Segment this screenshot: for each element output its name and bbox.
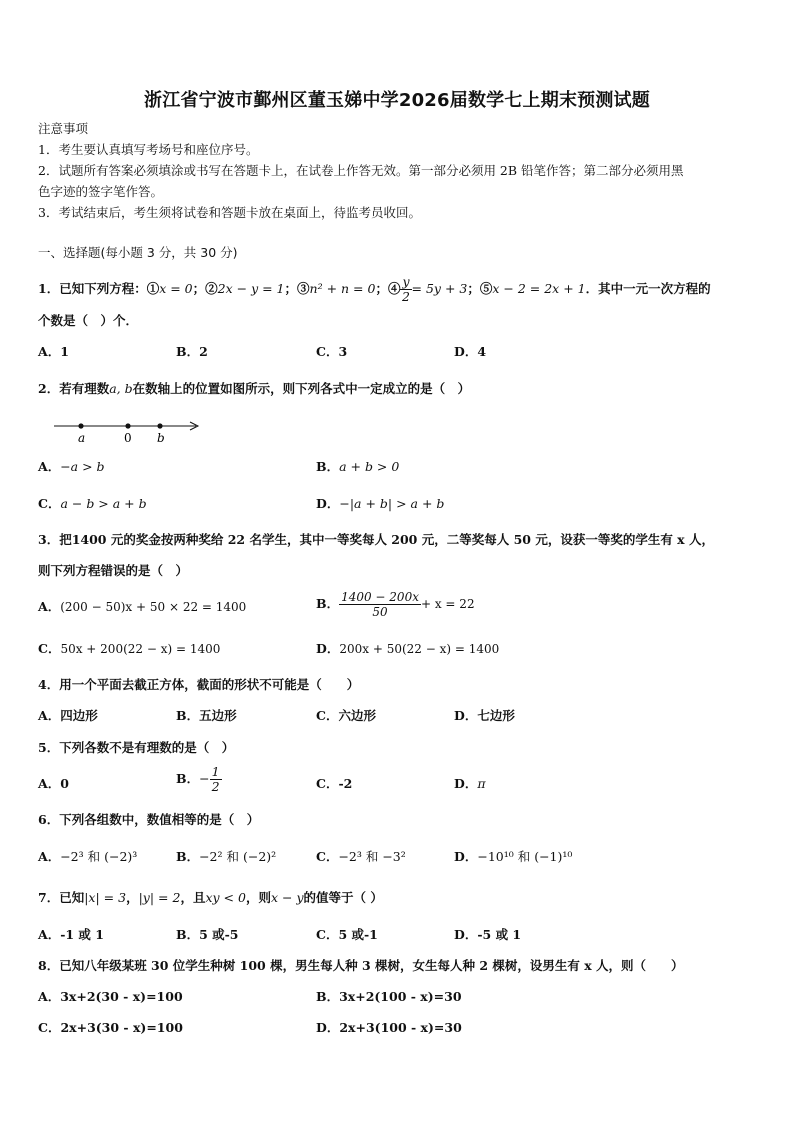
question-1-stem-cont: 个数是（ ）个． — [38, 313, 139, 328]
section-heading: 一、选择题(每小题 3 分，共 30 分) — [38, 245, 238, 260]
option-d: D．七边形 — [454, 708, 515, 723]
question-4-stem: 4．用一个平面去截正方体，截面的形状不可能是（ ） — [38, 677, 360, 692]
option-a: A．0 — [38, 776, 69, 791]
option-a: A．四边形 — [38, 708, 98, 723]
option-c: C．2x+3(30 - x)=100 — [38, 1020, 183, 1035]
question-7-stem: 7．已知|x| = 3，|y| = 2，且xy < 0，则x − y的值等于（ ） — [38, 890, 383, 905]
option-b: B．3x+2(100 - x)=30 — [316, 989, 462, 1004]
label-a: a — [78, 431, 86, 445]
page-title: 浙江省宁波市鄞州区董玉娣中学2026届数学七上期末预测试题 — [144, 90, 650, 111]
option-c: C．a − b > a + b — [38, 496, 147, 511]
option-c: C．六边形 — [316, 708, 376, 723]
note-item: 色字迹的签字笔作答。 — [38, 184, 164, 199]
option-d: D．−10¹⁰ 和 (−1)¹⁰ — [454, 849, 573, 864]
option-c: C．5 或-1 — [316, 927, 378, 942]
label-b: b — [157, 431, 165, 445]
question-5-stem: 5．下列各数不是有理数的是（ ） — [38, 740, 235, 755]
option-b: B．− $\frac{1}{2}$ — [176, 764, 220, 794]
option-a: A．(200 − 50)x + 50 × 22 = 1400 — [38, 599, 247, 614]
point-a — [78, 423, 83, 428]
question-1-stem: 1．已知下列方程：①x = 0；②2x − y = 1；③n² + n = 0；④ $\frac{y}{2}$ = 5y + 3；⑤x − 2 = 2x + 1．其中一元一次方程的 — [38, 274, 711, 304]
option-c: C．3 — [316, 344, 348, 359]
note-item: 1．考生要认真填写考场号和座位序号。 — [38, 142, 259, 157]
option-a: A．3x+2(30 - x)=100 — [38, 989, 183, 1004]
question-3-stem-cont: 则下列方程错误的是（ ） — [38, 563, 189, 578]
option-d: D．4 — [454, 344, 487, 359]
option-a: A．−2³ 和 (−2)³ — [38, 849, 138, 864]
point-b — [157, 423, 162, 428]
fraction: $\frac{1400 - 200x}{50}$ — [341, 590, 419, 619]
label-zero: 0 — [124, 431, 132, 445]
option-d: D．π — [454, 776, 486, 791]
option-d: D．-5 或 1 — [454, 927, 522, 942]
option-c: C．50x + 200(22 − x) = 1400 — [38, 641, 221, 656]
option-b: B．−2² 和 (−2)² — [176, 849, 277, 864]
point-zero — [125, 423, 130, 428]
option-a: A．1 — [38, 344, 69, 359]
option-b: B．a + b > 0 — [316, 459, 400, 474]
option-d: D．2x+3(100 - x)=30 — [316, 1020, 462, 1035]
option-c: C．−2³ 和 −3² — [316, 849, 406, 864]
option-b: B．5 或-5 — [176, 927, 239, 942]
option-d: D．200x + 50(22 − x) = 1400 — [316, 641, 500, 656]
question-2-stem: 2．若有理数a, b在数轴上的位置如图所示，则下列各式中一定成立的是（ ） — [38, 381, 471, 396]
option-b: B．五边形 — [176, 708, 237, 723]
question-3-stem: 3．把1400 元的奖金按两种奖给 22 名学生，其中一等奖每人 200 元，二等奖每人 50 元，设获一等奖的学生有 x 人， — [38, 532, 714, 547]
fraction: $\frac{1}{2}$ — [211, 764, 220, 794]
question-6-stem: 6．下列各组数中，数值相等的是（ ） — [38, 812, 260, 827]
notes-heading: 注意事项 — [38, 121, 89, 136]
note-item: 3．考试结束后，考生须将试卷和答题卡放在桌面上，待监考员收回。 — [38, 205, 421, 220]
option-b: B．2 — [176, 344, 208, 359]
option-a: A．-1 或 1 — [38, 927, 104, 942]
number-line — [52, 415, 202, 447]
option-a: A．−a > b — [38, 459, 105, 474]
option-b: B． $\frac{1400 - 200x}{50}$ + x = 22 — [316, 590, 475, 619]
fraction: $\frac{y}{2}$ — [402, 274, 410, 304]
question-8-stem: 8．已知八年级某班 30 位学生种树 100 棵，男生每人种 3 棵树，女生每人种 2 棵树，设男生有 x 人，则（ ） — [38, 958, 684, 973]
option-d: D．−|a + b| > a + b — [316, 496, 445, 511]
option-c: C．-2 — [316, 776, 353, 791]
note-item: 2．试题所有答案必须填涂或书写在答题卡上，在试卷上作答无效。第一部分必须用 2B 铅笔作答；第二部分必须用黑 — [38, 163, 684, 178]
